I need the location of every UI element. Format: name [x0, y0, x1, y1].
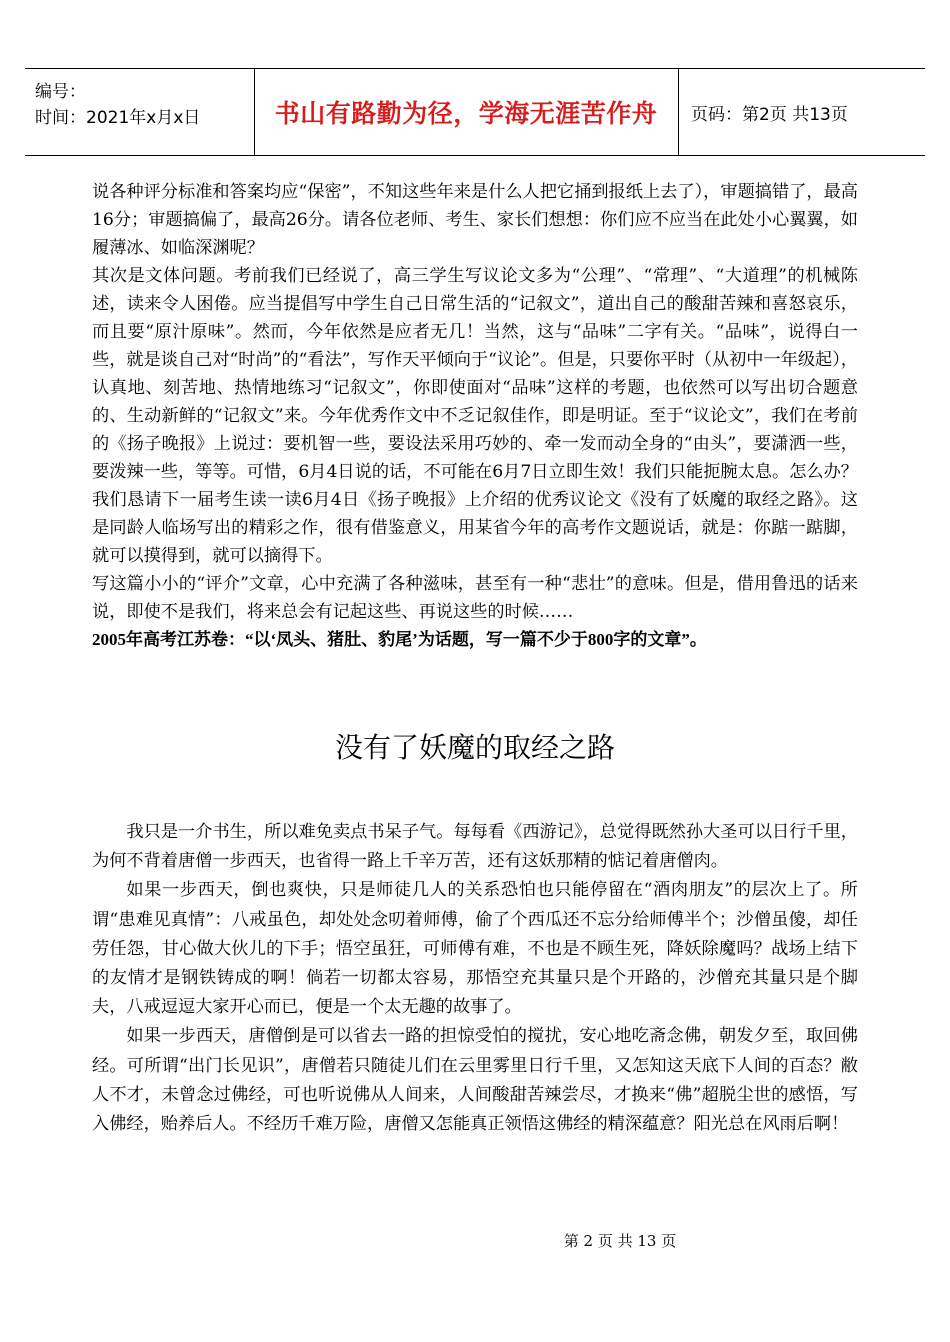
intro-paragraph: 说各种评分标准和答案均应“保密”，不知这些年来是什么人把它捅到报纸上去了），审题搞错了，最高16分；审题搞偏了，最高26分。请各位老师、考生、家长们想想：你们应不应当在此处小心翼翼，如履薄冰、如临深渊呢？	[92, 182, 858, 258]
page-header	[25, 68, 925, 156]
intro-paragraph: 其次是文体问题。考前我们已经说了，高三学生写议论文多为“公理”、“常理”、“大道理”的机械陈述，读来令人困倦。应当提倡写中学生自己日常生活的“记叙文”，道出自己的酸甜苦辣和喜怒哀乐，而且要“原汁原味”。然而，今年依然是应者无几！当然，这与“品味”二字有关。“品味”，说得白一些，就是谈自己对“时尚”的“看法”，写作天平倾向于“议论”。但是，只要你平时（从初中一年级起），认真地、刻苦地、热情地练习“记叙文”，你即使面对“品味”这样的考题，也依然可以写出切合题意的、生动新鲜的“记叙文”来。今年优秀作文中不乏记叙佳作，即是明证。至于“议论文”，我们在考前的《扬子晚报》上说过：要机智一些，要设法采用巧妙的、牵一发而动全身的“由头”，要潇洒一些，要泼辣一些，等等。可惜，6月4日说的话，不可能在6月7日立即生效！我们只能扼腕太息。怎么办？我们恳请下一届考生读一读6月4日《扬子晚报》上介绍的优秀议论文《没有了妖魔的取经之路》。这是同龄人临场写出的精彩之作，很有借鉴意义，用某省今年的高考作文题说话，就是：你踮一踮脚，就可以摸得到，就可以摘得下。	[92, 266, 858, 566]
header-page-info: 页码：第2页 共13页	[691, 104, 848, 125]
intro-paragraph: 写这篇小小的“评介”文章，心中充满了各种滋味，甚至有一种“悲壮”的意味。但是，借用鲁迅的话来说，即使不是我们，将来总会有记起这些、再说这些的时候……	[92, 574, 858, 622]
essay-paragraph: 如果一步西天，倒也爽快，只是师徒几人的关系恐怕也只能停留在“酒肉朋友”的层次上了。所谓“患难见真情”：八戒虽色，却处处念叨着师傅，偷了个西瓜还不忘分给师傅半个；沙僧虽傻，却任劳任怨，甘心做大伙儿的下手；悟空虽狂，可师傅有难，不也是不顾生死，降妖除魔吗？战场上结下的友情才是钢铁铸成的啊！倘若一切都太容易，那悟空充其量只是个开路的，沙僧充其量只是个脚夫，八戒逗逗大家开心而已，便是一个太无趣的故事了。	[92, 880, 858, 1018]
page-footer	[0, 1230, 950, 1251]
doc-number-label: 编号：	[35, 82, 86, 102]
header-meta	[35, 79, 200, 131]
intro-section	[92, 178, 858, 654]
header-motto: 书山有路勤为径，学海无涯苦作舟	[274, 99, 658, 128]
doc-time-label: 时间：2021年x月x日	[35, 108, 201, 128]
header-divider	[678, 69, 679, 155]
essay-paragraph: 我只是一介书生，所以难免卖点书呆子气。每每看《西游记》，总觉得既然孙大圣可以日行千里，为何不背着唐僧一步西天，也省得一路上千辛万苦，还有这妖那精的惦记着唐僧肉。	[92, 822, 858, 872]
header-divider	[254, 69, 255, 155]
essay-paragraph: 如果一步西天，唐僧倒是可以省去一路的担惊受怕的搅扰，安心地吃斋念佛，朝发夕至，取回佛经。可所谓“出门长见识”，唐僧若只随徒儿们在云里雾里日行千里，又怎知这天底下人间的百态？敝人不才，未曾念过佛经，可也听说佛从人间来，人间酸甜苦辣尝尽，才换来“佛”超脱尘世的感悟，写入佛经，贻养后人。不经历千难万险，唐僧又怎能真正领悟这佛经的精深蕴意？阳光总在风雨后啊！	[92, 1026, 858, 1135]
essay-title: 没有了妖魔的取经之路	[334, 731, 615, 764]
footer-page-number: 第 2 页 共 13 页	[563, 1232, 677, 1250]
essay-body	[92, 818, 858, 1139]
exam-note: 2005年高考江苏卷：“以‘凤头、猪肚、豹尾’为话题，写一篇不少于800字的文章”。	[92, 630, 707, 649]
